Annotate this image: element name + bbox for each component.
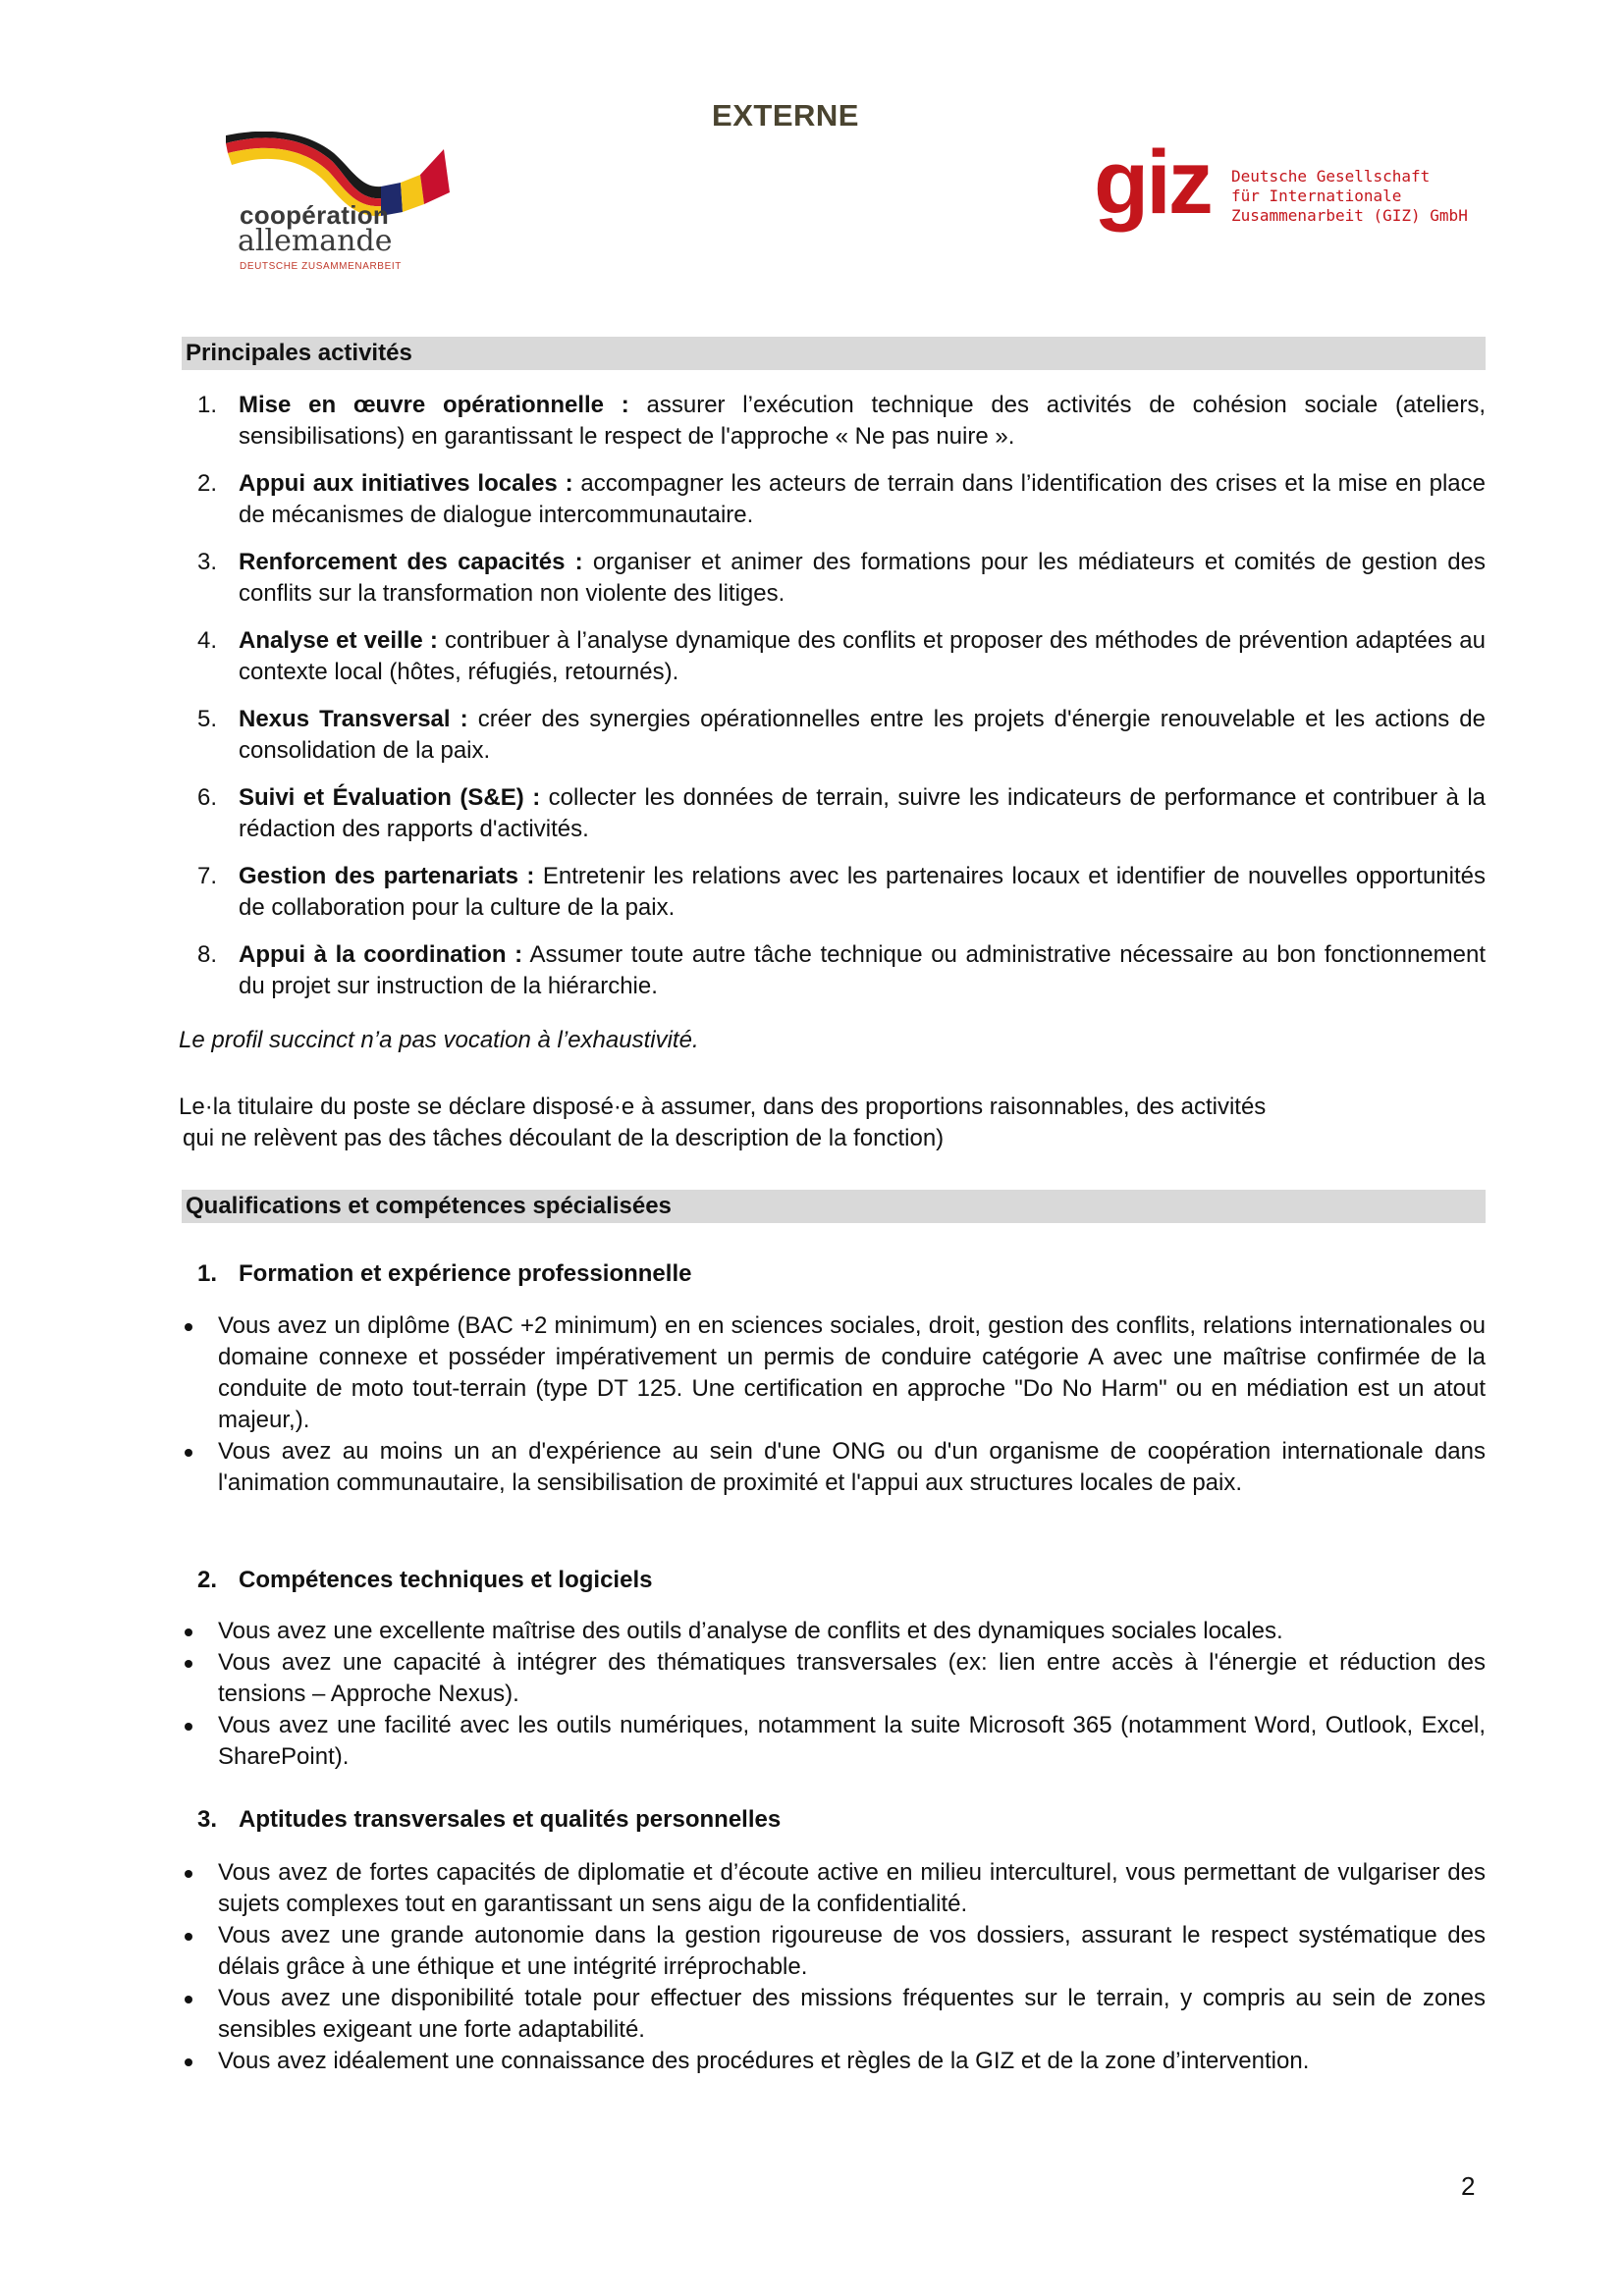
- item-number: 5.: [197, 706, 218, 732]
- bullet-icon: [185, 1323, 192, 1331]
- section-heading-qualifications: Qualifications et compétences spécialisées: [182, 1190, 1486, 1223]
- activity-item: [182, 625, 1486, 688]
- item-text: organiser et animer des formations pour les médiateurs et comités de gestion des conflits sur la transformation non violente des litiges.: [239, 549, 1487, 607]
- item-title: Nexus Transversal :: [239, 706, 468, 732]
- item-number: 1.: [197, 392, 218, 418]
- item-title: Renforcement des capacités :: [239, 549, 583, 575]
- item-number: 8.: [197, 941, 218, 968]
- bullet-text: Vous avez une excellente maîtrise des outils d’analyse de conflits et des dynamiques sociales locales.: [218, 1618, 1283, 1644]
- activity-item: [182, 468, 1486, 531]
- bullet-item: [182, 1436, 1486, 1499]
- item-text: accompagner les acteurs de terrain dans l’identification des crises et la mise en place de mécanismes de dialogue intercommunautaire.: [239, 470, 1486, 528]
- bullet-icon: [185, 1933, 192, 1941]
- item-title: Analyse et veille :: [239, 627, 438, 654]
- logo-text-allemande: allemande: [238, 224, 393, 258]
- bullet-item: [182, 1710, 1486, 1773]
- item-title: Suivi et Évaluation (S&E) :: [239, 784, 541, 811]
- bullet-item: [182, 1310, 1486, 1436]
- item-text: contribuer à l’analyse dynamique des conflits et proposer des méthodes de prévention adaptées au contexte local (hôtes, réfugiés, retournés).: [239, 627, 1486, 685]
- bullet-icon: [185, 1629, 192, 1636]
- item-title: Gestion des partenariats :: [239, 863, 535, 889]
- giz-name: [1231, 167, 1468, 226]
- giz-name-line3: Zusammenarbeit (GIZ) GmbH: [1231, 206, 1468, 225]
- qualification-group-heading: [197, 1260, 691, 1288]
- activities-list: [182, 390, 1486, 1018]
- bullet-text: Vous avez un diplôme (BAC +2 minimum) en en sciences sociales, droit, gestion des conflits, relations internationales ou domaine connexe et posséder impérativement un permis de conduire catégorie A avec une maîtrise confirmée de la conduite de moto tout-terrain (type DT 125. Une certification en approche "Do No Harm" ou en médiation est un atout majeur,).: [218, 1312, 1486, 1433]
- qualification-group-heading: [197, 1806, 781, 1834]
- bullet-icon: [185, 2058, 192, 2066]
- classification-label: EXTERNE: [712, 98, 859, 133]
- giz-name-line2: für Internationale: [1231, 187, 1402, 205]
- qualification-bullets: [182, 1616, 1486, 1773]
- activity-item: [182, 782, 1486, 845]
- bullet-text: Vous avez au moins un an d'expérience au sein d'une ONG ou d'un organisme de coopération internationale dans l'animation communautaire, la sensibilisation de proximité et l'appui aux structures locales de paix.: [218, 1438, 1486, 1496]
- group-title: Formation et expérience professionnelle: [239, 1260, 692, 1287]
- group-title: Compétences techniques et logiciels: [239, 1567, 653, 1593]
- bullet-text: Vous avez idéalement une connaissance des procédures et règles de la GIZ et de la zone d’intervention.: [218, 2048, 1310, 2074]
- activity-item: [182, 390, 1486, 453]
- item-number: 2.: [197, 470, 218, 497]
- activity-item: [182, 861, 1486, 924]
- item-title: Appui à la coordination :: [239, 941, 523, 968]
- item-number: 6.: [197, 784, 218, 811]
- activity-item: [182, 547, 1486, 610]
- item-number: 3.: [197, 549, 218, 575]
- logo-text-deutsche-zusammenarbeit: DEUTSCHE ZUSAMMENARBEIT: [240, 261, 402, 272]
- item-number: 4.: [197, 627, 218, 654]
- bullet-text: Vous avez une disponibilité totale pour effectuer des missions fréquentes sur le terrain, y compris au sein de zones sensibles exigeant une forte adaptabilité.: [218, 1985, 1486, 2043]
- item-text: Assumer toute autre tâche technique ou administrative nécessaire au bon fonctionnement du projet sur instruction de la hiérarchie.: [239, 941, 1487, 999]
- group-title: Aptitudes transversales et qualités personnelles: [239, 1806, 782, 1833]
- qualification-bullets: [182, 1310, 1486, 1499]
- giz-name-line1: Deutsche Gesellschaft: [1231, 167, 1431, 186]
- item-text: créer des synergies opérationnelles entre les projets d'énergie renouvelable et les actions de consolidation de la paix.: [239, 706, 1487, 764]
- item-title: Mise en œuvre opérationnelle :: [239, 392, 629, 418]
- bullet-item: [182, 1983, 1486, 2046]
- bullet-icon: [185, 1996, 192, 2003]
- titulaire-note-line2: qui ne relèvent pas des tâches découlant de la description de la fonction): [183, 1125, 945, 1151]
- activity-item: [182, 704, 1486, 767]
- bullet-item: [182, 1857, 1486, 1920]
- group-number: 1.: [197, 1260, 218, 1287]
- bullet-icon: [185, 1449, 192, 1457]
- giz-mark: giz: [1094, 133, 1211, 233]
- bullet-item: [182, 1920, 1486, 1983]
- bullet-icon: [185, 1660, 192, 1668]
- cooperation-allemande-logo: [224, 135, 469, 273]
- giz-logo: [1094, 133, 1487, 255]
- item-text: Entretenir les relations avec les partenaires locaux et identifier de nouvelles opportunités de collaboration pour la culture de la paix.: [239, 863, 1487, 921]
- activity-item: [182, 939, 1486, 1002]
- item-text: assurer l’exécution technique des activités de cohésion sociale (ateliers, sensibilisations) en garantissant le respect de l'approche « Ne pas nuire ».: [239, 392, 1486, 450]
- group-number: 2.: [197, 1567, 218, 1593]
- bullet-text: Vous avez une capacité à intégrer des thématiques transversales (ex: lien entre accès à l'énergie et réduction des tensions – Approche Nexus).: [218, 1649, 1486, 1707]
- bullet-text: Vous avez une facilité avec les outils numériques, notamment la suite Microsoft 365 (notamment Word, Outlook, Excel, SharePoint).: [218, 1712, 1486, 1770]
- item-title: Appui aux initiatives locales :: [239, 470, 573, 497]
- section-heading-activities: Principales activités: [182, 337, 1486, 370]
- bullet-item: [182, 1616, 1486, 1647]
- bullet-icon: [185, 1870, 192, 1878]
- bullet-icon: [185, 1723, 192, 1731]
- profile-note: Le profil succinct n’a pas vocation à l’exhaustivité.: [179, 1027, 699, 1053]
- item-number: 7.: [197, 863, 218, 889]
- item-text: collecter les données de terrain, suivre les indicateurs de performance et contribuer à la rédaction des rapports d'activités.: [239, 784, 1487, 842]
- bullet-text: Vous avez de fortes capacités de diplomatie et d’écoute active en milieu interculturel, vous permettant de vulgariser des sujets complexes tout en garantissant un sens aigu de la confidentialité.: [218, 1859, 1486, 1917]
- group-number: 3.: [197, 1806, 218, 1833]
- logo-text-cooperation: coopération: [240, 200, 390, 230]
- bullet-text: Vous avez une grande autonomie dans la gestion rigoureuse de vos dossiers, assurant le respect systématique des délais grâce à une éthique et une intégrité irréprochable.: [218, 1922, 1486, 1980]
- bullet-item: [182, 1647, 1486, 1710]
- bullet-item: [182, 2046, 1486, 2077]
- qualification-group-heading: [197, 1567, 652, 1594]
- page-number: 2: [1461, 2171, 1476, 2201]
- qualification-bullets: [182, 1857, 1486, 2077]
- titulaire-note-line1: Le·la titulaire du poste se déclare disposé·e à assumer, dans des proportions raisonnables, des activités: [179, 1094, 1267, 1120]
